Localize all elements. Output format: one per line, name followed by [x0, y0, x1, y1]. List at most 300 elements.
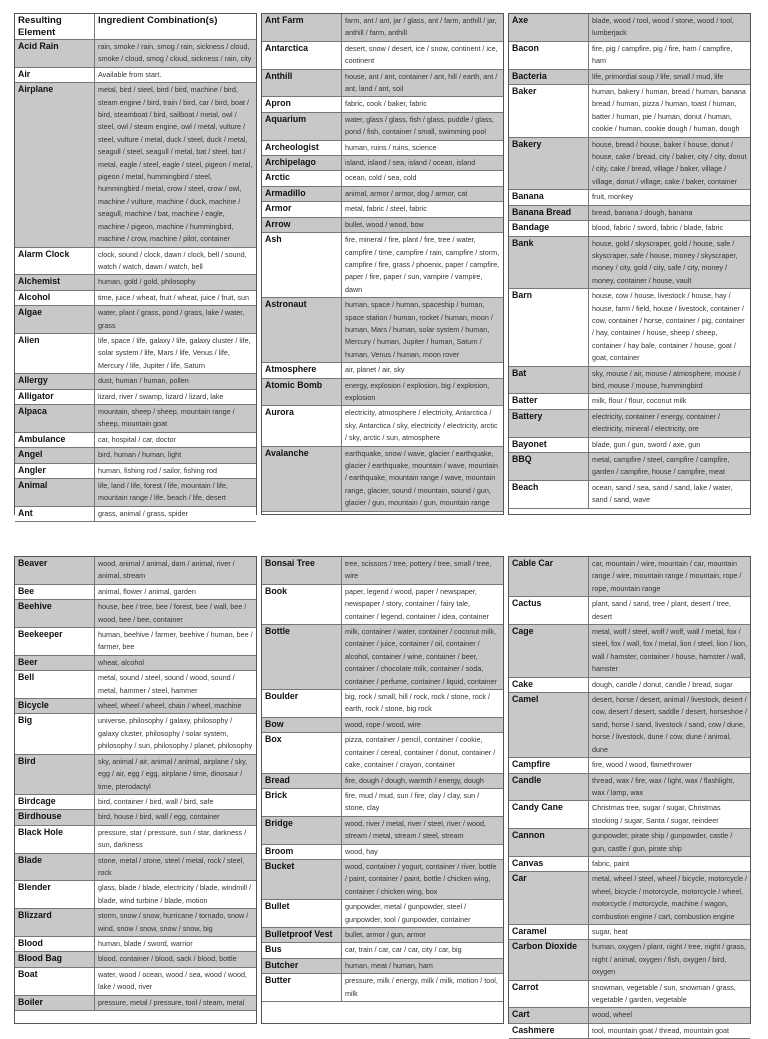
table-row	[509, 597, 750, 625]
resulting-element: Barn	[509, 289, 589, 365]
ingredient-combinations: house, bee / tree, bee / forest, bee / wall, bee / wood, bee / bee, container	[98, 602, 247, 624]
resulting-element: Birdcage	[15, 795, 95, 809]
table-row	[15, 810, 256, 825]
table-row	[15, 40, 256, 68]
ingredient-combinations: blade, wood / tool, wood / stone, wood / tool, lumberjack	[592, 16, 734, 38]
ingredient-combinations: sugar, heat	[592, 926, 628, 936]
table-row	[15, 306, 256, 334]
resulting-element: Airplane	[15, 83, 95, 246]
resulting-element: Candle	[509, 774, 589, 801]
ingredient-combinations: dough, candle / donut, candle / bread, sugar	[592, 679, 733, 689]
resulting-element: Resulting Element	[15, 14, 95, 39]
ingredient-combinations: grass, animal / grass, spider	[98, 508, 188, 518]
table-row	[262, 97, 503, 112]
ingredient-combinations: wood, hay	[345, 846, 378, 856]
table-row	[509, 481, 750, 509]
resulting-element: Cactus	[509, 597, 589, 624]
resulting-element: Cashmere	[509, 1024, 589, 1038]
resulting-element: Bee	[15, 585, 95, 599]
resulting-element: Apron	[262, 97, 342, 111]
resulting-element: Archipelago	[262, 156, 342, 170]
table-row	[509, 438, 750, 453]
ingredient-combinations: house, cow / house, livestock / house, hay / house, farm / field, house / livestock, container / cow, container / horse, container / pig, container / hay, container / house, sheep / sheep, container / hay bale, container / house, goat / goat, container	[592, 291, 745, 363]
resulting-element: Alien	[15, 334, 95, 373]
resulting-element: Canvas	[509, 857, 589, 871]
table-row	[15, 952, 256, 967]
ingredient-combinations: bird, house / bird, wall / egg, container	[98, 812, 220, 822]
table-row	[15, 656, 256, 671]
ingredient-combinations: wood, wheel	[592, 1010, 632, 1020]
table-row	[509, 693, 750, 758]
resulting-element: Batter	[509, 394, 589, 408]
resulting-element: Antarctica	[262, 42, 342, 69]
ingredient-combinations: wood, river / metal, river / steel, river / wood, stream / metal, stream / steel, stream	[345, 818, 486, 841]
table-row	[509, 394, 750, 409]
table-row	[262, 406, 503, 446]
resulting-element: Carbon Dioxide	[509, 940, 589, 979]
table-row	[15, 433, 256, 448]
resulting-element: Campfire	[509, 758, 589, 772]
table-row	[509, 925, 750, 940]
table-row	[15, 507, 256, 522]
ingredient-combinations: life, land / life, forest / life, mountain / life, mountain range / life, beach / life, desert	[98, 481, 228, 503]
resulting-element: Brick	[262, 789, 342, 816]
table-column	[508, 556, 751, 1035]
resulting-element: Beehive	[15, 600, 95, 627]
ingredient-combinations: gunpowder, metal / gunpowder, steel / gunpowder, tool / gunpowder, container	[345, 902, 471, 924]
ingredient-combinations: human, bakery / human, bread / human, banana bread / human, pizza / human, toast / human, batter / human, pie / human, donut / human, cookie / human, cookie dough / human, dough	[592, 87, 746, 134]
ingredient-combinations: desert, snow / desert, ice / snow, continent / ice, continent	[345, 43, 498, 66]
resulting-element: Blood Bag	[15, 952, 95, 966]
ingredient-combinations: metal, bird / steel, bird / bird, machine / bird, steam engine / bird, train / bird, car / bird, boat / bird, steamboat / bird, sailboat / metal, owl / steel, owl / steam engine, owl / metal, vulture / steel, vulture / metal, duck / steel, duck / metal, seagull / steel, seagull / metal, bat / steel, bat / metal, eagle / steel, eagle / steel, pigeon / metal, pigeon / metal, hummingbird / steel, hummingbird / metal, crow / steel, crow / owl, machine / vulture, machine / duck, machine / seagull, machine / bat, machine / eagle, machine / pigeon, machine / hummingbird, machine / crow, machine / pilot, container	[98, 85, 253, 244]
resulting-element: Big	[15, 714, 95, 753]
table-row	[15, 334, 256, 374]
ingredient-combinations: stone, metal / stone, steel / metal, rock / steel, rock	[98, 855, 245, 877]
table-row	[15, 68, 256, 83]
resulting-element: Banana Bread	[509, 206, 589, 220]
ingredient-combinations: blood, fabric / sword, fabric / blade, fabric	[592, 223, 724, 233]
table-row	[262, 187, 503, 202]
resulting-element: Beach	[509, 481, 589, 508]
resulting-element: BBQ	[509, 453, 589, 480]
table-row	[509, 138, 750, 191]
table-row	[15, 390, 256, 405]
ingredient-combinations: human, oxygen / plant, night / tree, night / grass, night / animal, oxygen / fish, oxygen / bird, oxygen	[592, 942, 746, 977]
table-column	[508, 13, 751, 515]
resulting-element: Bandage	[509, 221, 589, 235]
resulting-element: Alarm Clock	[15, 248, 95, 275]
ingredient-combinations: electricity, container / energy, container / electricity, mineral / electricity, ore	[592, 411, 720, 434]
ingredient-combinations: pressure, metal / pressure, tool / steam, metal	[98, 997, 245, 1007]
resulting-element: Bell	[15, 671, 95, 698]
resulting-element: Air	[15, 68, 95, 82]
table-row	[262, 789, 503, 817]
table-row	[509, 872, 750, 925]
ingredient-combinations: pressure, star / pressure, sun / star, darkness / sun, darkness	[98, 827, 247, 850]
resulting-element: Blender	[15, 881, 95, 908]
table-row	[15, 795, 256, 810]
table-row	[509, 237, 750, 290]
resulting-element: Baker	[509, 85, 589, 137]
table-row	[509, 829, 750, 857]
ingredient-combinations: farm, ant / ant, jar / glass, ant / farm, anthill / jar, anthill / farm, anthill	[345, 16, 497, 38]
table-row	[509, 85, 750, 138]
table-row	[262, 447, 503, 512]
table-column	[261, 13, 504, 515]
resulting-element: Boulder	[262, 690, 342, 717]
table-row	[262, 141, 503, 156]
resulting-element: Atomic Bomb	[262, 379, 342, 406]
ingredient-combinations: human, fishing rod / sailor, fishing rod	[98, 465, 218, 475]
table-row	[509, 557, 750, 597]
ingredient-combinations: fabric, paint	[592, 858, 630, 868]
ingredient-combinations: life, primordial soup / life, small / mud, life	[592, 71, 724, 81]
resulting-element: Alchemist	[15, 275, 95, 289]
resulting-element: Battery	[509, 410, 589, 437]
ingredient-combinations: fabric, cook / baker, fabric	[345, 99, 427, 109]
ingredient-combinations: pizza, container / pencil, container / cookie, container / cereal, container / donut, container / cake, container / crayon, container	[345, 735, 496, 770]
ingredient-combinations: water, wood / ocean, wood / sea, wood / wood, lake / wood, river	[98, 969, 248, 992]
table-row	[509, 1024, 750, 1039]
table-row	[15, 291, 256, 306]
table-row	[262, 625, 503, 690]
resulting-element: Acid Rain	[15, 40, 95, 67]
resulting-element: Ambulance	[15, 433, 95, 447]
ingredient-combinations: wood, rope / wood, wire	[345, 719, 421, 729]
resulting-element: Birdhouse	[15, 810, 95, 824]
table-row	[15, 275, 256, 290]
ingredient-combinations: ocean, cold / sea, cold	[345, 173, 417, 183]
resulting-element: Boat	[15, 968, 95, 995]
resulting-element: Bonsai Tree	[262, 557, 342, 584]
resulting-element: Beaver	[15, 557, 95, 584]
table-row	[15, 600, 256, 628]
resulting-element: Algae	[15, 306, 95, 333]
table-row	[262, 943, 503, 958]
resulting-element: Bacon	[509, 42, 589, 69]
resulting-element: Archeologist	[262, 141, 342, 155]
resulting-element: Ant	[15, 507, 95, 521]
ingredient-combinations: dust, human / human, pollen	[98, 376, 189, 386]
ingredient-combinations: wheat, alcohol	[98, 657, 144, 667]
resulting-element: Bottle	[262, 625, 342, 689]
resulting-element: Arctic	[262, 171, 342, 185]
table-row	[262, 974, 503, 1002]
resulting-element: Ant Farm	[262, 14, 342, 41]
ingredient-combinations: thread, wax / fire, wax / light, wax / flashlight, wax / lamp, wax	[592, 775, 735, 797]
table-row	[509, 1008, 750, 1023]
resulting-element: Allergy	[15, 374, 95, 388]
resulting-element: Blizzard	[15, 909, 95, 936]
ingredient-combinations: pressure, milk / energy, milk / milk, motion / tool, milk	[345, 976, 498, 998]
table-block-2	[14, 556, 752, 1035]
table-row	[509, 367, 750, 395]
ingredient-combinations: fruit, monkey	[592, 192, 634, 202]
resulting-element: Cage	[509, 625, 589, 677]
table-row	[15, 585, 256, 600]
table-column	[261, 556, 504, 1024]
resulting-element: Bullet	[262, 900, 342, 927]
ingredient-combinations: water, glass / glass, fish / glass, puddle / glass, pond / fish, container / small, swimming pool	[345, 114, 495, 137]
ingredient-combinations: ocean, sand / sea, sand / sand, lake / water, sand / sand, wave	[592, 482, 733, 505]
table-row	[509, 453, 750, 481]
resulting-element: Bat	[509, 367, 589, 394]
resulting-element: Bank	[509, 237, 589, 289]
ingredient-combinations: metal, wolf / steel, wolf / wolf, wall / metal, fox / steel, fox / wall, fox / metal, lion / steel, lion / lion, wall / hamster, container / house, hamster / wall, hamster	[592, 627, 747, 674]
ingredient-combinations: desert, horse / desert, animal / livestock, desert / cow, desert / desert, saddle / desert, horseshoe / sand, horse / sand, livestock / sand, cow / dune, horse / livestock, dune / cow, dune / animal, dune	[592, 695, 748, 754]
ingredient-combinations: human, blade / sword, warrior	[98, 938, 193, 948]
resulting-element: Bus	[262, 943, 342, 957]
ingredient-combinations: big, rock / small, hill / rock, rock / stone, rock / earth, rock / stone, big rock	[345, 692, 490, 714]
ingredient-combinations: tool, mountain goat / thread, mountain goat	[592, 1025, 730, 1035]
table-row	[509, 206, 750, 221]
table-row	[262, 900, 503, 928]
ingredient-combinations: human, meat / human, ham	[345, 960, 433, 970]
ingredient-combinations: animal, flower / animal, garden	[98, 586, 196, 596]
ingredient-combinations: bread, banana / dough, banana	[592, 207, 693, 217]
resulting-element: Bucket	[262, 860, 342, 899]
table-row	[262, 845, 503, 860]
ingredient-combinations: animal, armor / armor, dog / armor, cat	[345, 188, 468, 198]
ingredient-combinations: blade, gun / gun, sword / axe, gun	[592, 439, 701, 449]
table-row	[509, 940, 750, 980]
table-row	[509, 981, 750, 1009]
resulting-element: Arrow	[262, 218, 342, 232]
ingredient-combinations: human, beehive / farmer, beehive / human, bee / farmer, bee	[98, 630, 253, 652]
resulting-element: Cable Car	[509, 557, 589, 596]
resulting-element: Bird	[15, 755, 95, 794]
table-row	[509, 857, 750, 872]
ingredient-combinations: clock, sound / clock, dawn / clock, bell / sound, watch / watch, dawn / watch, bell	[98, 249, 247, 271]
resulting-element: Armor	[262, 202, 342, 216]
table-row	[509, 625, 750, 678]
table-row	[262, 202, 503, 217]
resulting-element: Boiler	[15, 996, 95, 1010]
ingredient-combinations: wood, animal / animal, dam / animal, river / animal, stream	[98, 559, 235, 581]
ingredient-combinations: energy, explosion / explosion, big / explosion, explosion	[345, 380, 490, 402]
ingredient-combinations: bullet, armor / gun, armor	[345, 929, 426, 939]
resulting-element: Alcohol	[15, 291, 95, 305]
table-column	[14, 556, 257, 1024]
table-row	[262, 774, 503, 789]
ingredient-combinations: fire, wood / wood, flamethrower	[592, 760, 692, 770]
resulting-element: Cart	[509, 1008, 589, 1022]
table-row	[262, 959, 503, 974]
table-row	[509, 221, 750, 236]
resulting-element: Blade	[15, 854, 95, 881]
resulting-element: Broom	[262, 845, 342, 859]
resulting-element: Bicycle	[15, 699, 95, 713]
table-row	[509, 801, 750, 829]
table-row	[262, 860, 503, 900]
resulting-element: Armadillo	[262, 187, 342, 201]
table-row	[262, 14, 503, 42]
ingredient-combinations: time, juice / wheat, fruit / wheat, juice / fruit, sun	[98, 292, 250, 302]
table-row	[509, 678, 750, 693]
table-row	[15, 83, 256, 247]
ingredient-combinations: snowman, vegetable / sun, snowman / grass, vegetable / garden, vegetable	[592, 982, 736, 1004]
ingredient-combinations: sky, animal / air, animal / animal, airplane / sky, egg / air, egg / egg, airplane / time, dinosaur / time, pterodactyl	[98, 756, 248, 791]
resulting-element: Angel	[15, 448, 95, 462]
resulting-element: Carrot	[509, 981, 589, 1008]
ingredient-combinations: gunpowder, pirate ship / gunpowder, castle / gun, castle / gun, pirate ship	[592, 831, 733, 853]
table-row	[509, 190, 750, 205]
table-row	[509, 70, 750, 85]
table-row	[262, 928, 503, 943]
ingredient-combinations: fire, mineral / fire, plant / fire, tree / water, campfire / time, campfire / rain, campfire / storm, campfire / fire, grass / phoenix, paper / campfire, paper / fire, paper / sun, vampire / vampire, dawn	[345, 235, 500, 294]
table-row	[15, 714, 256, 754]
table-row	[15, 464, 256, 479]
ingredient-combinations: rain, smoke / rain, smog / rain, sickness / cloud, smoke / cloud, smog / cloud, sickness / rain, city	[98, 42, 252, 64]
resulting-element: Angler	[15, 464, 95, 478]
table-row	[509, 14, 750, 42]
ingredient-combinations: metal, sound / steel, sound / wood, sound / metal, hammer / steel, hammer	[98, 673, 235, 695]
table-row	[15, 448, 256, 463]
ingredient-combinations: metal, campfire / steel, campfire / campfire, garden / campfire, house / campfire, meat	[592, 455, 730, 477]
table-row	[15, 854, 256, 882]
resulting-element: Caramel	[509, 925, 589, 939]
ingredient-combinations: Ingredient Combination(s)	[98, 15, 218, 26]
table-row	[15, 937, 256, 952]
table-row	[262, 218, 503, 233]
table-row	[262, 557, 503, 585]
ingredient-combinations: Christmas tree, sugar / sugar, Christmas stocking / sugar, Santa / sugar, reindeer	[592, 803, 721, 825]
table-row	[262, 585, 503, 625]
ingredient-combinations: earthquake, snow / wave, glacier / earthquake, glacier / earthquake, mountain / wave, mountain / earthquake, mountain range / wave, mountain range, glacier, sound / mountain, sound / gun, glacier / gun, mountain / gun, mountain range	[345, 448, 499, 508]
resulting-element: Bayonet	[509, 438, 589, 452]
resulting-element: Bakery	[509, 138, 589, 190]
resulting-element: Animal	[15, 479, 95, 506]
ingredient-combinations: water, plant / grass, pond / grass, lake / water, grass	[98, 308, 245, 330]
resulting-element: Bow	[262, 718, 342, 732]
ingredient-combinations: human, space / human, spaceship / human, space station / human, rocket / human, moon / human, Mars / human, solar system / human, Mercury / human, Jupiter / human, Saturn / human, Venus / human, moon rover	[345, 300, 493, 359]
ingredient-combinations: fire, pig / campfire, pig / fire, ham / campfire, ham	[592, 43, 733, 66]
ingredient-combinations: house, gold / skyscraper, gold / house, safe / skyscraper, safe / house, money / skyscraper, money / city, gold / city, safe / city, money / money, container / house, vault	[592, 238, 738, 285]
table-row	[262, 156, 503, 171]
table-row	[15, 968, 256, 996]
ingredient-combinations: fire, dough / dough, warmth / energy, dough	[345, 775, 484, 785]
ingredient-combinations: human, gold / gold, philosophy	[98, 277, 196, 287]
table-column	[14, 13, 257, 518]
ingredient-combinations: metal, wheel / steel, wheel / bicycle, motorcycle / wheel, bicycle / motorcycle, motorcycle / wheel, motorcycle / motorcycle, machine / wagon, combustion engine / cart, combustion engine	[592, 874, 747, 921]
resulting-element: Butcher	[262, 959, 342, 973]
ingredient-combinations: air, planet / air, sky	[345, 365, 405, 375]
ingredient-combinations: universe, philosophy / galaxy, philosophy / galaxy cluster, philosophy / solar system, philosophy / sun, philosophy / planet, philosophy	[98, 716, 253, 751]
ingredient-combinations: house, ant / ant, container / ant, hill / earth, ant / ant, land / ant, soil	[345, 71, 498, 94]
ingredient-combinations: fire, mud / mud, sun / fire, clay / clay, sun / stone, clay	[345, 790, 480, 813]
table-row	[15, 374, 256, 389]
resulting-element: Bulletproof Vest	[262, 928, 342, 942]
ingredient-combinations: car, train / car, car / car, city / car, big	[345, 945, 462, 955]
table-row	[15, 699, 256, 714]
ingredient-combinations: sky, mouse / air, mouse / atmosphere, mouse / bird, mouse / mouse, hummingbird	[592, 368, 741, 390]
table-row	[15, 881, 256, 909]
resulting-element: Bread	[262, 774, 342, 788]
table-row	[262, 233, 503, 298]
resulting-element: Cake	[509, 678, 589, 692]
table-row	[262, 113, 503, 141]
ingredient-combinations: milk, container / water, container / coconut milk, container / juice, container / oil, container / alcohol, container / wine, container / beer, container / chocolate milk, container / soda, container / perfume, container / liquid, container	[345, 627, 497, 686]
resulting-element: Ash	[262, 233, 342, 297]
ingredient-combinations: car, mountain / wire, mountain / car, mountain range / wire, mountain range / mountain, rope / rope, mountain range	[592, 559, 742, 593]
table-row	[509, 42, 750, 70]
ingredient-combinations: metal, fabric / steel, fabric	[345, 204, 427, 214]
resulting-element: Cannon	[509, 829, 589, 856]
ingredient-combinations: plant, sand / sand, tree / plant, desert / tree, desert	[592, 599, 732, 621]
table-row	[15, 996, 256, 1011]
ingredient-combinations: wood, container / yogurt, container / river, bottle / paint, container / paint, bottle / chicken wing, container / chicken wing, box	[345, 861, 497, 896]
resulting-element: Alpaca	[15, 405, 95, 432]
resulting-element: Aurora	[262, 406, 342, 445]
table-row	[15, 671, 256, 699]
table-row	[509, 758, 750, 773]
table-row	[15, 479, 256, 507]
resulting-element: Banana	[509, 190, 589, 204]
resulting-element: Camel	[509, 693, 589, 757]
ingredient-combinations: electricity, atmosphere / electricity, Antarctica / sky, Antarctica / sky, electricity / electricity, arctic / sky, arctic / sun, atmosphere	[345, 408, 498, 443]
ingredient-combinations: lizard, river / swamp, lizard / lizard, lake	[98, 391, 224, 401]
ingredient-combinations: bullet, wood / wood, bow	[345, 219, 424, 229]
table-row	[509, 289, 750, 366]
ingredient-combinations: Available from start.	[98, 69, 162, 79]
ingredient-combinations: bird, human / human, light	[98, 450, 182, 460]
ingredient-combinations: life, space / life, galaxy / life, galaxy cluster / life, solar system / life, Mars / life, Venus / life, Mercury / life, Jupiter / life, Saturn	[98, 335, 251, 370]
resulting-element: Atmosphere	[262, 363, 342, 377]
table-row	[509, 774, 750, 802]
resulting-element: Bacteria	[509, 70, 589, 84]
table-row	[509, 410, 750, 438]
table-row	[262, 718, 503, 733]
resulting-element: Box	[262, 733, 342, 772]
table-row	[15, 755, 256, 795]
resulting-element: Axe	[509, 14, 589, 41]
ingredient-combinations: paper, legend / wood, paper / newspaper, newspaper / story, container / fairy tale, container / legend, container / idea, container	[345, 586, 489, 621]
ingredient-combinations: house, bread / house, baker / house, donut / house, cake / bread, city / baker, city / city, donut / city, cake / bread, village / baker, village / village, donut / village, cake / baker, container	[592, 139, 747, 186]
ingredient-combinations: wheel, wheel / wheel, chain / wheel, machine	[98, 701, 242, 711]
ingredient-combinations: tree, scissors / tree, pottery / tree, small / tree, wire	[345, 559, 492, 581]
table-block-1	[14, 13, 752, 518]
resulting-element: Astronaut	[262, 298, 342, 362]
table-row	[15, 557, 256, 585]
table-row	[262, 690, 503, 718]
table-row	[262, 70, 503, 98]
resulting-element: Butter	[262, 974, 342, 1001]
ingredient-combinations: island, island / sea, island / ocean, island	[345, 158, 476, 168]
ingredient-combinations: blood, container / blood, sack / blood, bottle	[98, 954, 237, 964]
table-header-row	[15, 14, 256, 40]
table-row	[15, 909, 256, 937]
resulting-element: Alligator	[15, 390, 95, 404]
resulting-element: Black Hole	[15, 826, 95, 853]
table-row	[262, 817, 503, 845]
resulting-element: Bridge	[262, 817, 342, 844]
table-row	[262, 298, 503, 363]
table-row	[262, 379, 503, 407]
resulting-element: Aquarium	[262, 113, 342, 140]
resulting-element: Blood	[15, 937, 95, 951]
ingredient-combinations: storm, snow / snow, hurricane / tornado, snow / wind, snow / snow, snow / snow, big	[98, 911, 249, 933]
table-row	[15, 248, 256, 276]
ingredient-combinations: milk, flour / flour, coconut milk	[592, 396, 687, 406]
resulting-element: Beekeeper	[15, 628, 95, 655]
ingredient-combinations: mountain, sheep / sheep, mountain range / sheep, mountain goat	[98, 406, 235, 429]
resulting-element: Book	[262, 585, 342, 624]
table-row	[262, 42, 503, 70]
table-row	[15, 628, 256, 656]
table-row	[262, 171, 503, 186]
resulting-element: Beer	[15, 656, 95, 670]
table-row	[262, 733, 503, 773]
